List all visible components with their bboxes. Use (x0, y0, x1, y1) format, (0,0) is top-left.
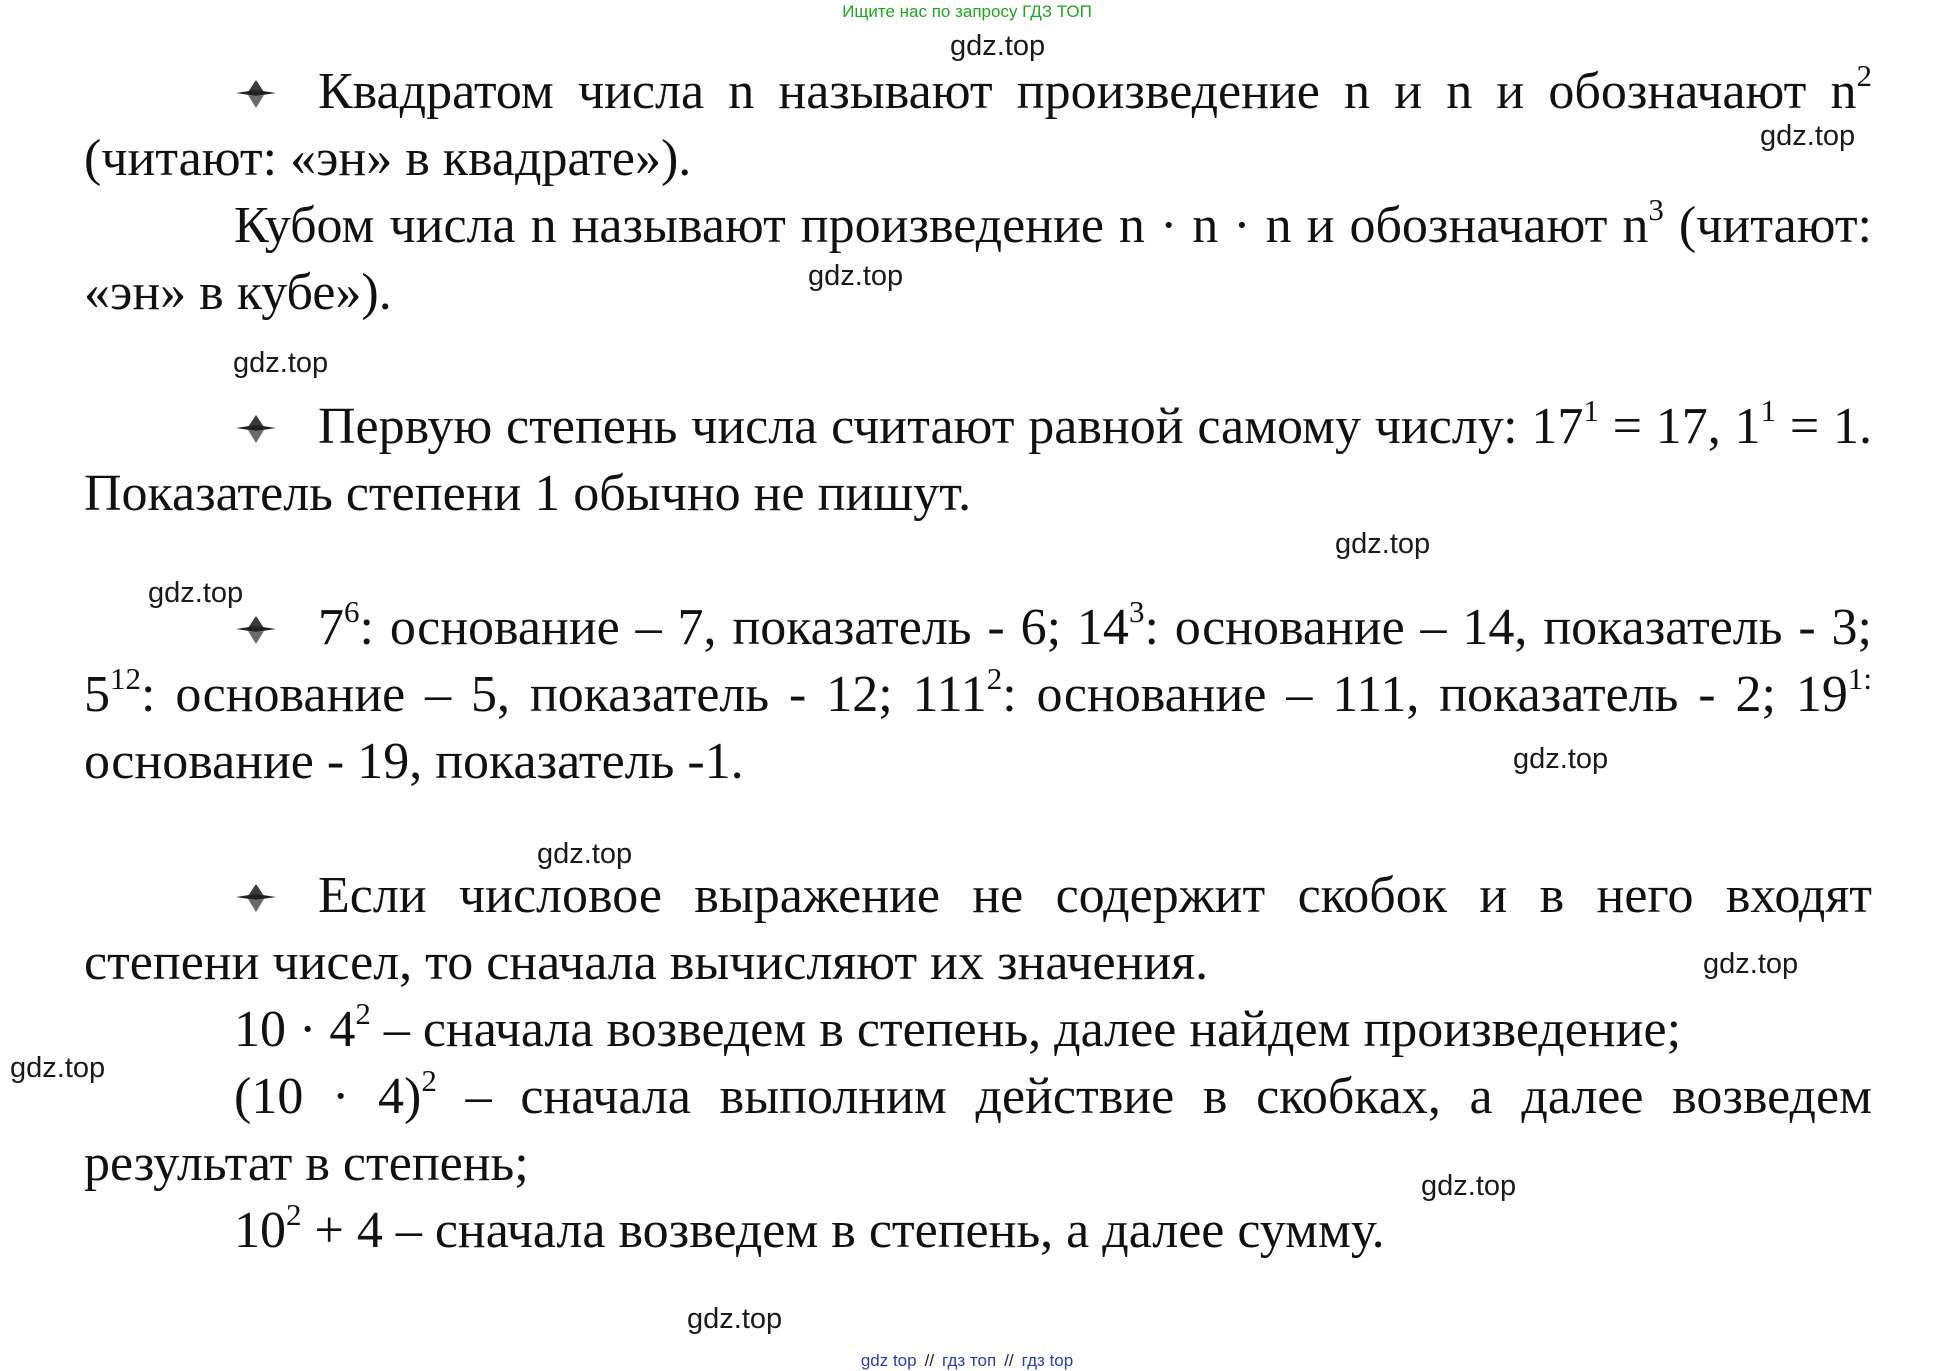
exponent: 2 (1856, 57, 1872, 93)
example-sum (84, 1197, 1872, 1264)
text: основание - 19, показатель -1. (84, 733, 744, 790)
text: 10 · 4 (234, 1001, 356, 1058)
footer-link-gdz-top[interactable]: gdz top (860, 1351, 917, 1370)
watermark: gdz.top (10, 1052, 106, 1084)
text: + 4 – сначала возведем в степень, а далее сумму. (301, 1202, 1385, 1259)
watermark: gdz.top (1760, 120, 1856, 152)
text: 10 (234, 1202, 286, 1259)
watermark: gdz.top (537, 838, 633, 870)
watermark: gdz.top (1703, 948, 1799, 980)
text: = 1. Показатель степени 1 обычно не пишут. (84, 398, 1872, 522)
text: Кубом числа n называют произведение n · n · n и обозначают n (234, 197, 1649, 254)
exponent: 3 (1648, 191, 1664, 227)
bullet-icon (234, 614, 278, 646)
exponent: 2 (986, 660, 1003, 696)
example-product (84, 996, 1872, 1063)
text: Если числовое выражение не содержит скобок и в него входят степени чисел, то сначала вычисляют их значения. (84, 867, 1872, 991)
exponent: 2 (286, 1196, 302, 1232)
watermark: gdz.top (1421, 1170, 1517, 1202)
text: : основание – 5, показатель - 12; 111 (141, 666, 987, 723)
exponent: 6 (344, 593, 360, 629)
watermark: gdz.top (808, 260, 904, 292)
text: 7 (318, 599, 344, 656)
footer-link-gdz-top-ru[interactable]: гдз топ (942, 1351, 997, 1370)
square-definition (84, 58, 1872, 192)
text: (читают: «эн» в квадрате»). (84, 130, 692, 187)
example-brackets (84, 1063, 1872, 1197)
text: – сначала возведем в степень, далее найдем произведение; (370, 1001, 1682, 1058)
footer-separator: // (924, 1351, 935, 1370)
watermark: gdz.top (1513, 743, 1609, 775)
first-power (84, 393, 1872, 527)
base-exponent-examples (84, 594, 1872, 795)
exponent: 1: (1847, 660, 1872, 696)
main-content (84, 58, 1872, 1264)
footer-links (0, 1351, 1934, 1371)
footer-link-gdz-top-mixed[interactable]: гдз top (1021, 1351, 1074, 1370)
watermark: gdz.top (687, 1303, 783, 1335)
text: (читают: «эн» в кубе»). (84, 197, 1872, 321)
text: : основание – 14, показатель - 3; 5 (84, 599, 1872, 723)
bullet-icon (234, 413, 278, 445)
text: Первую степень числа считают равной самому числу: 17 (318, 398, 1584, 455)
text: (10 · 4) (234, 1068, 422, 1125)
text: : основание – 111, показатель - 2; 19 (1002, 666, 1848, 723)
text: = 17, 1 (1598, 398, 1761, 455)
exponent: 12 (110, 660, 141, 696)
exponent: 3 (1128, 593, 1145, 629)
text: – сначала выполним действие в скобках, а далее возведем результат в степень; (84, 1068, 1872, 1192)
text: Квадратом числа n называют произведение n и n и обозначают n (318, 63, 1857, 120)
watermark: gdz.top (148, 577, 244, 609)
watermark: gdz.top (950, 30, 1046, 62)
bullet-icon (234, 78, 278, 110)
watermark: gdz.top (233, 347, 329, 379)
exponent: 2 (355, 995, 371, 1031)
cube-definition (84, 192, 1872, 326)
text: : основание – 7, показатель - 6; 14 (359, 599, 1129, 656)
bullet-icon (234, 882, 278, 914)
order-rule (84, 862, 1872, 996)
exponent: 2 (421, 1062, 437, 1098)
top-banner[interactable]: Ищите нас по запросу ГДЗ ТОП (842, 2, 1092, 21)
exponent: 1 (1583, 392, 1599, 428)
watermark: gdz.top (1335, 528, 1431, 560)
exponent: 1 (1760, 392, 1777, 428)
footer-separator: // (1004, 1351, 1014, 1370)
